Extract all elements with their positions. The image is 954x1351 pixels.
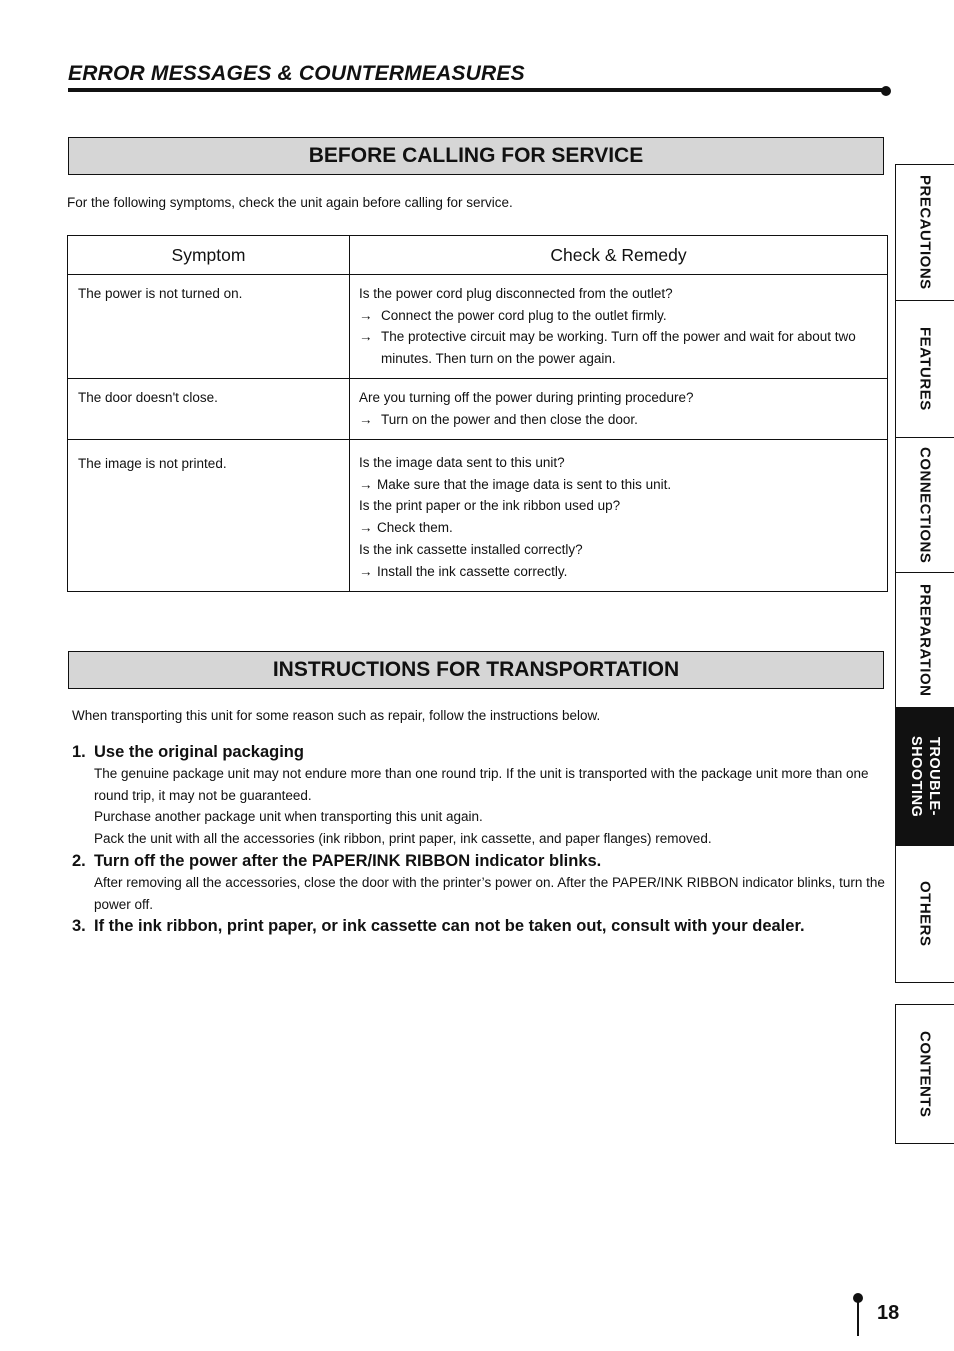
- step-body: [94, 763, 890, 850]
- line-text: Connect the power cord plug to the outlet firmly.: [381, 307, 667, 323]
- tab-contents[interactable]: [895, 1004, 954, 1144]
- tab-others[interactable]: [895, 846, 954, 983]
- page-title: ERROR MESSAGES & COUNTERMEASURES: [68, 62, 525, 85]
- page-number-rule: [857, 1300, 859, 1336]
- table-row: [68, 379, 888, 440]
- column-header-remedy: Check & Remedy: [350, 236, 888, 275]
- step-1: [72, 741, 890, 850]
- page-number: 18: [877, 1302, 900, 1324]
- line-text: Make sure that the image data is sent to this unit.: [377, 476, 672, 492]
- step-paragraph: The genuine package unit may not endure more than one round trip. If the unit is transported with the package unit more than one round trip, it may not be guaranteed.: [94, 766, 869, 803]
- step-paragraph: After removing all the accessories, close the door with the printer’s power on. After the PAPER/INK RIBBON indicator blinks, turn the power off.: [94, 874, 885, 912]
- arrow-icon: →: [359, 307, 373, 323]
- symptom-table: [67, 235, 888, 592]
- symptom-cell: The image is not printed.: [68, 440, 350, 592]
- line-text: Is the print paper or the ink ribbon used up?: [359, 498, 621, 514]
- step-title-text: Turn off the power after the PAPER/INK RIBBON indicator blinks.: [94, 851, 602, 870]
- step-paragraph: Purchase another package unit when transporting this unit again.: [94, 809, 483, 825]
- step-number: 2.: [72, 851, 86, 870]
- check-question: [359, 387, 878, 409]
- remedy-line: [359, 517, 878, 539]
- step-body: [94, 872, 890, 915]
- tab-label: PRECAUTIONS: [916, 175, 934, 290]
- tab-label: CONTENTS: [916, 1030, 934, 1118]
- page-header: [68, 62, 888, 86]
- transport-steps: [72, 741, 890, 937]
- before-service-intro: For the following symptoms, check the unit again before calling for service.: [67, 195, 513, 210]
- symptom-cell: The power is not turned on.: [68, 275, 350, 379]
- tab-connections[interactable]: [895, 438, 954, 573]
- remedy-line: [359, 561, 878, 583]
- remedy-line: [359, 409, 878, 431]
- remedy-line: [359, 474, 878, 496]
- check-question: [359, 495, 878, 517]
- tab-label: PREPARATION: [916, 583, 934, 697]
- tab-label: OTHERS: [916, 881, 934, 947]
- arrow-icon: →: [359, 329, 373, 345]
- tab-preparation[interactable]: [895, 573, 954, 708]
- step-title: [72, 850, 890, 872]
- line-text: The protective circuit may be working. Turn off the power and wait for about two minutes. Then turn on the power again.: [381, 329, 856, 367]
- arrow-icon: →: [359, 476, 373, 492]
- table-header-row: [68, 236, 888, 275]
- arrow-icon: →: [359, 563, 373, 579]
- remedy-line: [359, 326, 878, 369]
- line-text: Is the ink cassette installed correctly?: [359, 541, 583, 557]
- step-title: [72, 741, 890, 763]
- header-rule: [68, 88, 882, 92]
- remedy-line: [359, 305, 878, 327]
- check-question: [359, 539, 878, 561]
- arrow-icon: →: [359, 520, 373, 536]
- step-title-text: If the ink ribbon, print paper, or ink cassette can not be taken out, consult with your dealer.: [94, 917, 805, 936]
- remedy-cell: [350, 275, 888, 379]
- symptom-cell: The door doesn't close.: [68, 379, 350, 440]
- tab-features[interactable]: [895, 301, 954, 438]
- step-paragraph: Pack the unit with all the accessories (ink ribbon, print paper, ink cassette, and paper flanges) removed.: [94, 831, 712, 847]
- column-header-symptom: Symptom: [68, 236, 350, 275]
- step-title: [72, 915, 890, 937]
- line-text: Is the power cord plug disconnected from the outlet?: [359, 286, 673, 301]
- line-text: Turn on the power and then close the door.: [381, 411, 638, 427]
- line-text: Check them.: [377, 520, 453, 536]
- arrow-icon: →: [359, 411, 373, 427]
- step-title-text: Use the original packaging: [94, 743, 304, 761]
- tab-label: CONNECTIONS: [916, 446, 934, 564]
- transport-intro: When transporting this unit for some reason such as repair, follow the instructions below.: [72, 708, 601, 723]
- side-tabs: [895, 0, 954, 1351]
- line-text: Install the ink cassette correctly.: [377, 563, 568, 579]
- line-text: Are you turning off the power during printing procedure?: [359, 390, 694, 405]
- header-rule-dot: [881, 86, 891, 96]
- remedy-cell: [350, 440, 888, 592]
- step-3: [72, 915, 890, 937]
- step-number: 1.: [72, 743, 86, 761]
- check-question: [359, 283, 878, 305]
- step-2: [72, 850, 890, 915]
- section-title-transport: INSTRUCTIONS FOR TRANSPORTATION: [68, 651, 884, 689]
- section-title-before-service: BEFORE CALLING FOR SERVICE: [68, 137, 884, 175]
- tab-label: TROUBLE- SHOOTING: [908, 735, 942, 818]
- check-question: [359, 452, 878, 474]
- step-number: 3.: [72, 917, 86, 936]
- table-row: [68, 275, 888, 379]
- tab-label: FEATURES: [916, 327, 934, 411]
- remedy-cell: [350, 379, 888, 440]
- table-row: [68, 440, 888, 592]
- tab-troubleshooting[interactable]: [895, 708, 954, 846]
- tab-precautions[interactable]: [895, 164, 954, 301]
- line-text: Is the image data sent to this unit?: [359, 455, 565, 470]
